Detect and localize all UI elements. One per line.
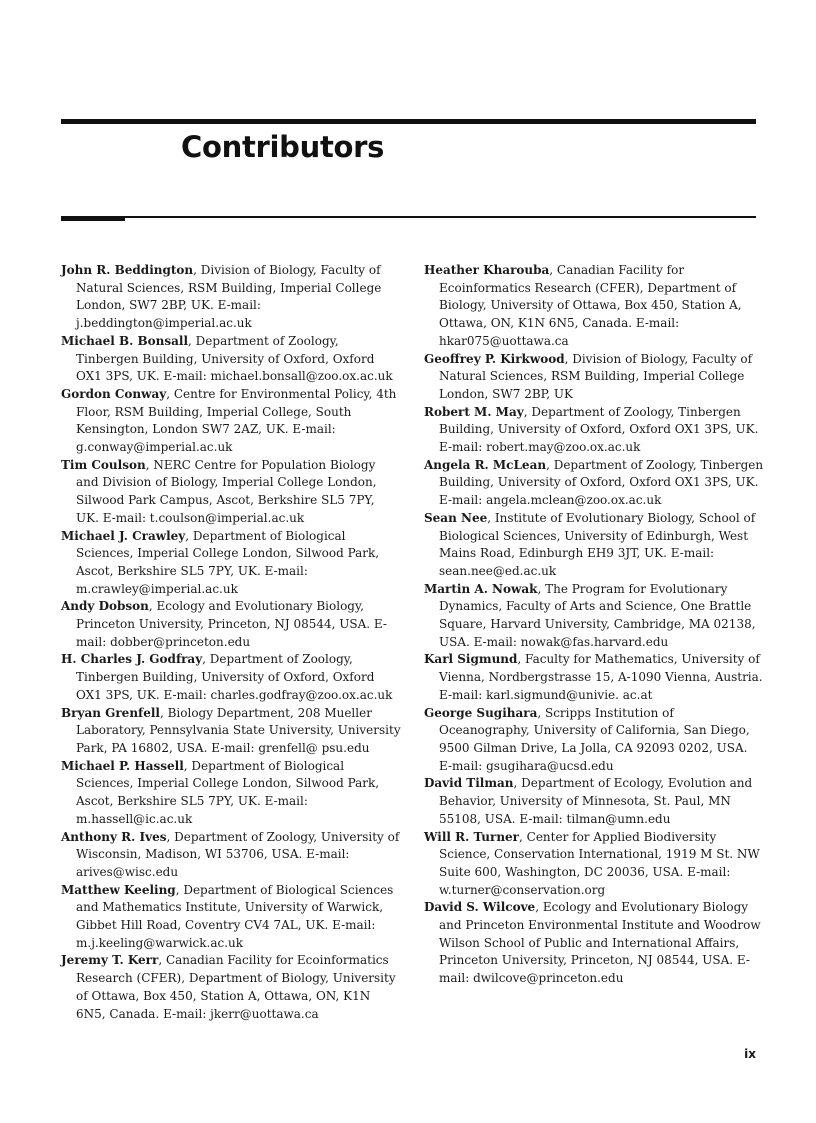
contributor-entry (61, 651, 401, 704)
contributor-name: George Sugihara (424, 705, 538, 720)
page-title: Contributors (181, 130, 385, 164)
contributor-entry (424, 651, 764, 704)
contributor-name: John R. Beddington (61, 263, 194, 277)
contributor-affiliation: , Department of Zoology, Tinbergen Building, University of Oxford, Oxford OX1 3PS, UK. E-mail: angela.mclean@zoo.ox.ac.uk (439, 457, 764, 508)
contributor-name: Anthony R. Ives (61, 829, 167, 844)
contributor-affiliation: , Biology Department, 208 Mueller Laboratory, Pennsylvania State University, University Park, PA 16802, USA. E-mail: grenfell@ psu.edu (76, 705, 401, 755)
contributor-entry (424, 581, 764, 652)
contributor-name: Gordon Conway (61, 386, 167, 401)
contributor-affiliation: , Ecology and Evolutionary Biology, Princeton University, Princeton, NJ 08544, USA. E-mail: dobber@princeton.edu (76, 599, 387, 649)
contributor-entry (424, 351, 764, 404)
contributor-entry (424, 510, 764, 581)
contributor-entry (61, 829, 401, 882)
contributor-entry (61, 386, 401, 457)
contributor-affiliation: , Ecology and Evolutionary Biology and Princeton Environmental Institute and Woodrow Wilson School of Public and International Affairs, Princeton University, Princeton, NJ 08544, USA. E-mail: dwilcove@princeton.edu (439, 900, 761, 986)
contributor-entry (424, 899, 764, 988)
contributor-name: David Tilman (424, 776, 514, 791)
contributor-name: Angela R. McLean (424, 457, 547, 472)
contributor-entry (424, 262, 764, 351)
contributor-entry (61, 528, 401, 599)
contributor-entry (61, 262, 401, 333)
contributor-name: Geoffrey P. Kirkwood (424, 351, 565, 366)
contributor-entry (61, 952, 401, 1023)
header-rule-bottom (61, 216, 756, 218)
contributor-entry (424, 829, 764, 900)
contributor-affiliation: , Faculty for Mathematics, University of Vienna, Nordbergstrasse 15, A-1090 Vienna, Austria. E-mail: karl.sigmund@univie. ac.at (439, 652, 763, 702)
contributor-entry (61, 882, 401, 953)
contributor-name: Sean Nee (424, 510, 488, 525)
contributor-name: Martin A. Nowak (424, 581, 538, 596)
contributor-affiliation: , Canadian Facility for Ecoinformatics Research (CFER), Department of Biology, University of Ottawa, Box 450, Station A, Ottawa, ON, K1N 6N5, Canada. E-mail: jkerr@uottawa.ca (76, 953, 396, 1021)
contributor-name: Andy Dobson (61, 599, 149, 614)
contributor-entry (61, 758, 401, 829)
contributor-name: Tim Coulson (61, 457, 146, 472)
contributor-entry (424, 404, 764, 457)
contributor-affiliation: , Department of Ecology, Evolution and Behavior, University of Minnesota, St. Paul, MN 55108, USA. E-mail: tilman@umn.edu (439, 776, 753, 826)
contributor-name: Michael J. Crawley (61, 528, 186, 543)
contributor-affiliation: , Canadian Facility for Ecoinformatics Research (CFER), Department of Biology, University of Ottawa, Box 450, Station A, Ottawa, ON, K1N 6N5, Canada. E-mail: hkar075@uottawa.ca (439, 263, 742, 348)
contributor-name: Michael B. Bonsall (61, 333, 189, 348)
contributor-affiliation: , Department of Zoology, Tinbergen Building, University of Oxford, Oxford OX1 3PS, UK. E-mail: charles.godfray@zoo.ox.ac.uk (76, 652, 393, 702)
contributor-affiliation: , Division of Biology, Faculty of Natural Sciences, RSM Building, Imperial College London, SW7 2BP, UK. E-mail: j.beddington@imperial.ac.uk (76, 263, 382, 331)
contributor-affiliation: , Division of Biology, Faculty of Natural Sciences, RSM Building, Imperial College London, SW7 2BP, UK (439, 351, 753, 401)
contributor-affiliation: , Institute of Evolutionary Biology, School of Biological Sciences, University of Edinburgh, West Mains Road, Edinburgh EH9 3JT, UK. E-mail: sean.nee@ed.ac.uk (439, 510, 756, 578)
contributor-entry (61, 705, 401, 758)
contributor-affiliation: , Department of Biological Sciences, Imperial College London, Silwood Park, Ascot, Berkshire SL5 7PY, UK. E-mail: m.hassell@ic.ac.uk (76, 758, 380, 826)
contributor-affiliation: , The Program for Evolutionary Dynamics, Faculty of Arts and Science, One Brattle Square, Harvard University, Cambridge, MA 02138, USA. E-mail: nowak@fas.harvard.edu (439, 581, 756, 649)
contributor-name: Jeremy T. Kerr (61, 953, 159, 968)
page-number: ix (744, 1047, 756, 1061)
contributor-entry (61, 333, 401, 386)
contributor-entry (424, 457, 764, 510)
contributor-entry (61, 598, 401, 651)
contributor-name: Heather Kharouba (424, 263, 550, 277)
contributor-entry (424, 705, 764, 776)
contributor-affiliation: , Scripps Institution of Oceanography, University of California, San Diego, 9500 Gilman Drive, La Jolla, CA 92093 0202, USA. E-mail: gsugihara@ucsd.edu (439, 705, 750, 773)
contributor-name: H. Charles J. Godfray (61, 652, 203, 667)
contributor-affiliation: , Department of Zoology, Tinbergen Building, University of Oxford, Oxford OX1 3PS, UK. E-mail: michael.bonsall@zoo.ox.ac.uk (76, 333, 393, 384)
contributor-name: David S. Wilcove (424, 900, 536, 915)
contributor-affiliation: , Department of Biological Sciences and Mathematics Institute, University of Warwick, Gibbet Hill Road, Coventry CV4 7AL, UK. E-mail: m.j.keeling@warwick.ac.uk (76, 882, 394, 950)
contributor-name: Matthew Keeling (61, 882, 176, 897)
contributor-name: Will R. Turner (424, 829, 520, 844)
contributor-affiliation: , Department of Biological Sciences, Imperial College London, Silwood Park, Ascot, Berkshire SL5 7PY, UK. E-mail: m.crawley@imperial.ac.uk (76, 528, 380, 596)
contributor-affiliation: , Center for Applied Biodiversity Science, Conservation International, 1919 M St. NW Suite 600, Washington, DC 20036, USA. E-mail: w.turner@conservation.org (439, 829, 760, 897)
contributor-entry (424, 775, 764, 828)
contributors-left-column (61, 262, 401, 1023)
contributor-name: Robert M. May (424, 404, 524, 419)
contributor-affiliation: , NERC Centre for Population Biology and Division of Biology, Imperial College London, Silwood Park Campus, Ascot, Berkshire SL5 7PY, UK. E-mail: t.coulson@imperial.ac.uk (76, 457, 377, 525)
contributor-affiliation: , Department of Zoology, University of Wisconsin, Madison, WI 53706, USA. E-mail: arives@wisc.edu (76, 829, 400, 879)
contributor-name: Karl Sigmund (424, 652, 518, 667)
contributor-affiliation: , Centre for Environmental Policy, 4th Floor, RSM Building, Imperial College, South Kensington, London SW7 2AZ, UK. E-mail: g.conway@imperial.ac.uk (76, 386, 397, 455)
contributor-affiliation: , Department of Zoology, Tinbergen Building, University of Oxford, Oxford OX1 3PS, UK. E-mail: robert.may@zoo.ox.ac.uk (439, 404, 759, 455)
contributor-name: Michael P. Hassell (61, 758, 184, 773)
header-rule-top (61, 119, 756, 124)
contributor-name: Bryan Grenfell (61, 705, 160, 720)
contributors-right-column (424, 262, 764, 988)
contributor-entry (61, 457, 401, 528)
